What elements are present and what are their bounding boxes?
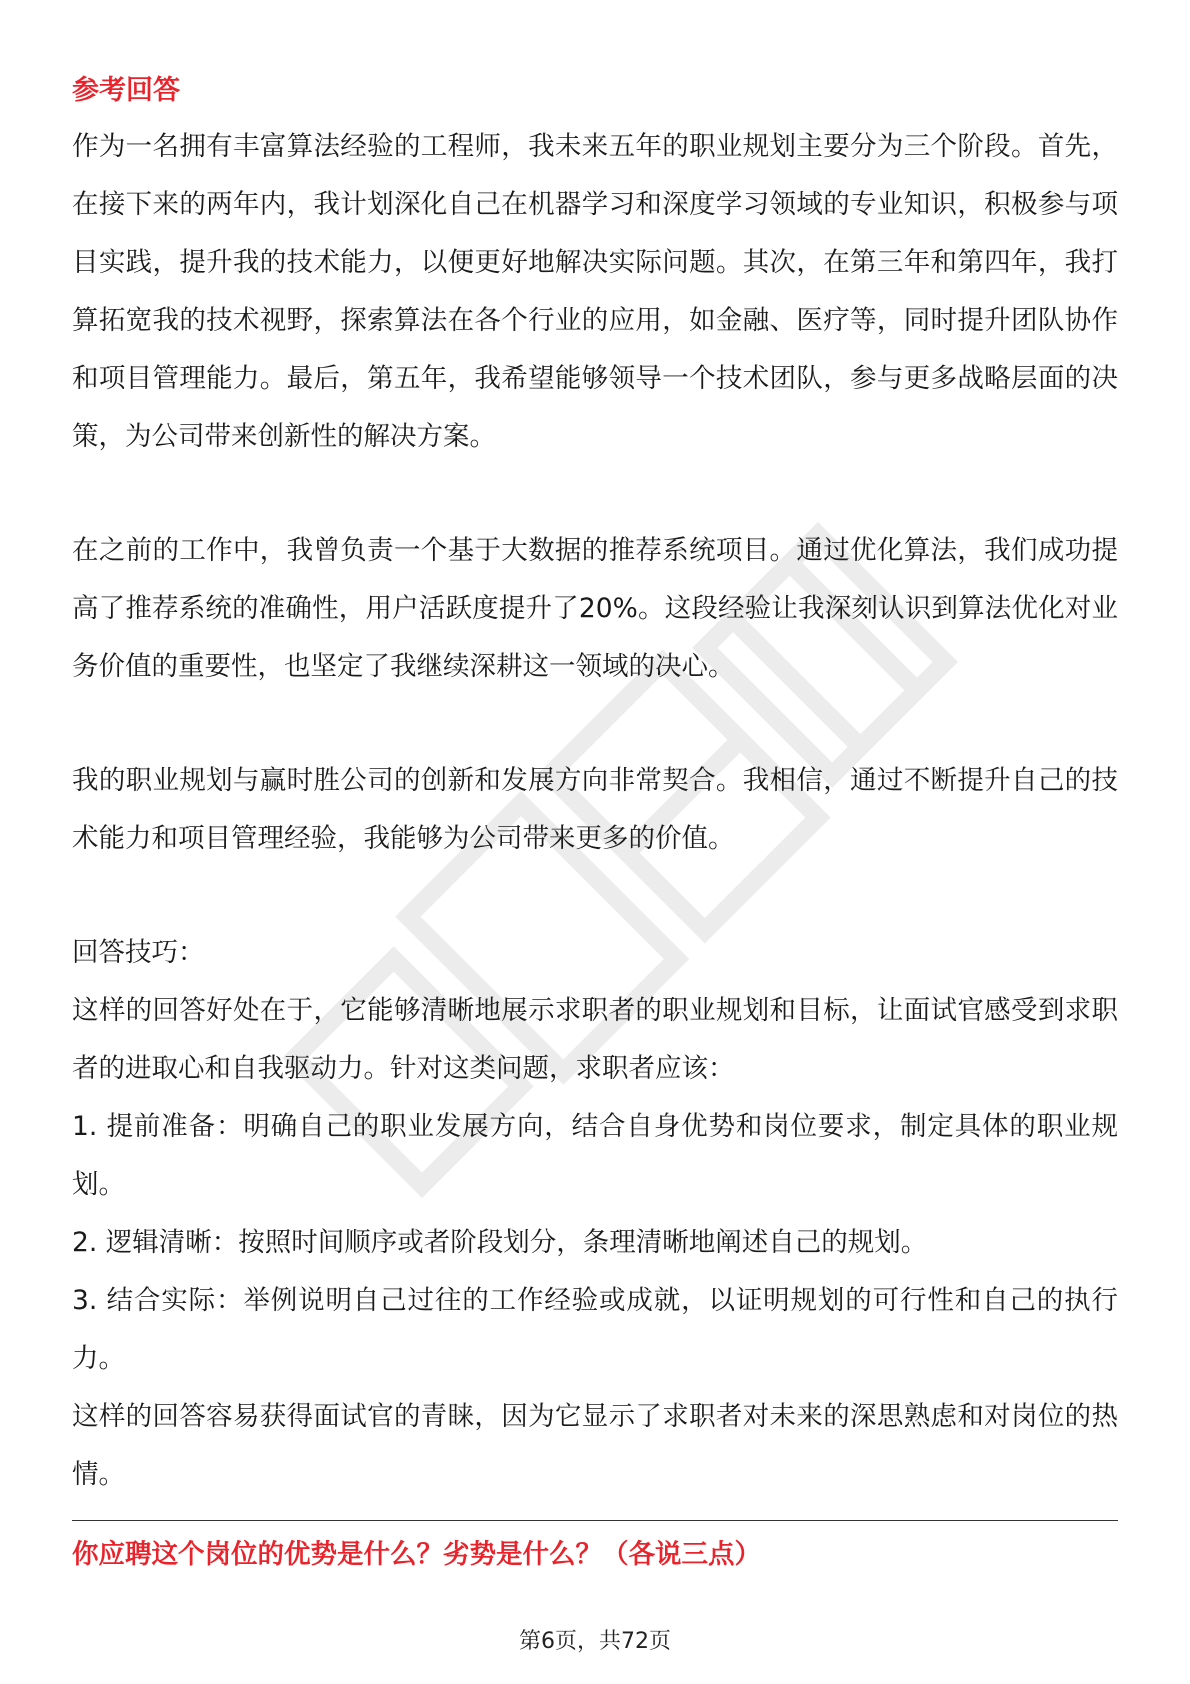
tips-intro: 这样的回答好处在于，它能够清晰地展示求职者的职业规划和目标，让面试官感受到求职者的进取心和自我驱动力。针对这类问题，求职者应该： [72,995,1118,1084]
spacer [72,868,1118,924]
answer-heading: 参考回答 [72,75,180,106]
tips-heading: 回答技巧： [72,937,205,968]
page-number: 第6页，共72页 [519,1629,671,1654]
section-divider [72,1520,1118,1521]
tips-item-3: 3. 结合实际：举例说明自己过往的工作经验或成就，以证明规划的可行性和自己的执行力。 [72,1285,1118,1374]
answer-paragraph-2: 在之前的工作中，我曾负责一个基于大数据的推荐系统项目。通过优化算法，我们成功提高了推荐系统的准确性，用户活跃度提升了20%。这段经验让我深刻认识到算法优化对业务价值的重要性，也坚定了我继续深耕这一领域的决心。 [72,535,1118,682]
tips-item-1: 1. 提前准备：明确自己的职业发展方向，结合自身优势和岗位要求，制定具体的职业规划。 [72,1111,1118,1200]
spacer [72,696,1118,752]
tips-closing: 这样的回答容易获得面试官的青睐，因为它显示了求职者对未来的深思熟虑和对岗位的热情。 [72,1401,1118,1490]
answer-paragraph-3: 我的职业规划与赢时胜公司的创新和发展方向非常契合。我相信，通过不断提升自己的技术能力和项目管理经验，我能够为公司带来更多的价值。 [72,765,1118,854]
answer-paragraph-1: 作为一名拥有丰富算法经验的工程师，我未来五年的职业规划主要分为三个阶段。首先，在接下来的两年内，我计划深化自己在机器学习和深度学习领域的专业知识，积极参与项目实践，提升我的技术能力，以便更好地解决实际问题。其次，在第三年和第四年，我打算拓宽我的技术视野，探索算法在各个行业的应用，如金融、医疗等，同时提升团队协作和项目管理能力。最后，第五年，我希望能够领导一个技术团队，参与更多战略层面的决策，为公司带来创新性的解决方案。 [72,131,1118,452]
tips-item-2: 2. 逻辑清晰：按照时间顺序或者阶段划分，条理清晰地阐述自己的规划。 [72,1227,928,1258]
page-content [72,72,1118,1575]
spacer [72,466,1118,522]
next-question-heading: 你应聘这个岗位的优势是什么？劣势是什么？（各说三点） [72,1539,761,1570]
